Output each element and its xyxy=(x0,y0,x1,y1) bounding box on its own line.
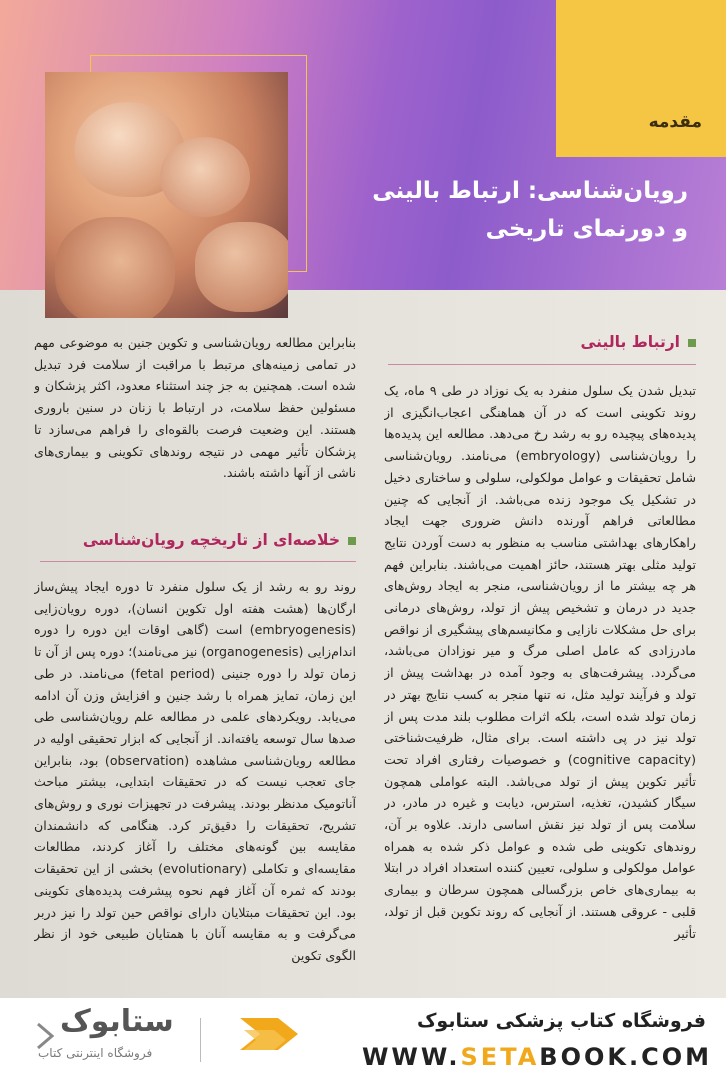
fetal-hands-photo xyxy=(45,72,288,318)
section-rule xyxy=(388,364,696,365)
store-url[interactable]: WWW.SETABOOK.COM xyxy=(361,1043,712,1071)
section-rule xyxy=(40,561,356,562)
intro-label-box xyxy=(556,0,726,157)
intro-label: مقدمه xyxy=(648,112,702,132)
chapter-title-line2: و دورنمای تاریخی xyxy=(485,216,688,242)
logo-subtitle: فروشگاه اینترنتی کتاب xyxy=(38,1046,153,1060)
section-heading-history xyxy=(83,531,356,549)
store-footer xyxy=(0,998,726,1079)
left-intro-paragraph: بنابراین مطالعه رویان‌شناسی و تکوین جنین به موضوعی مهم در تمامی زمینه‌های مرتبط با مراقبت از سلامت فرد تبدیل شده است. همچنین به جز چند استثناء معدود، اکثر پزشکان و مسئولین حفظ سلامت، در ارتباط با زنان در سنین باروری هستند. این وضعیت فرصت بالقوه‌ای را فراهم می‌سازد تا پزشکان تأثیر مهمی در نتیجه روندهای تکوینی و بیماری‌های ناشی از آنها داشته باشند. xyxy=(34,335,356,481)
section-heading-history-text: خلاصه‌ای از تاریخچه رویان‌شناسی xyxy=(82,531,340,549)
section-heading-clinical-text: ارتباط بالینی xyxy=(580,333,680,351)
chapter-title xyxy=(348,172,688,248)
bullet-square-icon xyxy=(348,537,356,545)
clinical-paragraph: تبدیل شدن یک سلول منفرد به یک نوزاد در طی ۹ ماه، یک روند تکوینی است که در آن هماهنگی اعجاب‌انگیزی از پدیده‌های پیچیده رو به رشد رخ می‌دهد. مطالعه این پدیده‌ها را رویان‌شناسی (embryology) می‌نامند. رویان‌شناسی شامل تحقیقات و عوامل مولکولی، سلولی و ساختاری دخیل در تشکیل یک موجود زنده می‌باشد. از آنجایی که چنین مطالعاتی فراهم آورنده دانش ضروری جهت ایجاد راهکارهای بهداشتی مناسب به منظور به دست آوردن نتایج تولید مثلی بهتر هستند، حائز اهمیت می‌باشند. بنابراین فهم هر چه بیشتر ما از رویان‌شناسی، منجر به ایجاد روش‌های جدید در درمان و تشخیص پیش از تولد، روش‌های درمانی برای حل مشکلات نازایی و مکانیسم‌های پیشگیری از نواقص مادرزادی که عامل اصلی مرگ و میر نوزادان می‌باشد، می‌گردد. پیشرفت‌های به وجود آمده در بهداشت پیش از تولد و فرآیند تولید مثل، نه تنها منجر به کسب نتایج بهتر در زمان تولد شده است، بلکه اثرات مطلوب بلند مدت پس از تولد نیز در پی داشته است. برای مثال، ظرفیت‌شناختی (cognitive capacity) و خصوصیات رفتاری افراد تحت تأثیر تکوین پیش از تولد می‌باشد. البته عواملی همچون سیگار کشیدن، تغذیه، استرس، دیابت و غیره در مادر، در سلامت پس از تولد نیز نقش اساسی دارند. علاوه بر آن، روندهای تکوینی طی شده و عوامل ذکر شده به همراه عوامل مولکولی و سلولی، تعیین کننده استعداد افراد در ابتلا به بیماری‌های خاص بزرگسالی همچون سرطان و بیماری قلبی - عروقی هستند. از آنجایی که روند تکوین قبل از تولد، تأثیر xyxy=(384,383,696,941)
logo-text: ستابوک xyxy=(60,1004,174,1039)
chapter-title-line1: رویان‌شناسی: ارتباط بالینی xyxy=(372,178,688,204)
section-heading-clinical xyxy=(581,333,697,351)
store-name: فروشگاه کتاب پزشکی ستابوک xyxy=(416,1010,706,1032)
bullet-square-icon xyxy=(688,339,696,347)
history-paragraph: روند رو به رشد از یک سلول منفرد تا دوره ایجاد پیش‌ساز ارگان‌ها (هشت هفته اول تکوین انسان)، دوره رویان‌زایی (embryogenesis) است (گاهی اوقات این دوره را دوره اندام‌زایی (organogenesis) نیز می‌نامند)؛ دوره پس از آن تا زمان تولد را دوره جنینی (fetal period) می‌نامند. در طی این زمان، تمایز همراه با رشد جنین و افزایش وزن آن ادامه می‌یابد. رویکردهای علمی در مطالعه علم رویان‌شناسی طی صدها سال توسعه یافته‌اند. از آنجایی که ابزار تحقیقی اولیه در مطالعه رویان‌شناسی مشاهده (observation) بود، بنابراین جای تعجب نیست که در تحقیقات ابتدایی، بیشتر مباحث آناتومیک مدنظر بودند. پیشرفت در تجهیزات نوری و روش‌های تشریح، تحقیقات را دقیق‌تر کرد. هنگامی که دانشمندان مقایسه بین گونه‌های مختلف را آغاز کردند، مطالعات مقایسه‌ای و تکاملی (evolutionary) بخشی از این تحقیقات بودند که ثمره آن آغاز فهم نحوه پیشرفت پدیده‌های تکوینی بود. این تحقیقات مبتلایان دارای نواقص حین تولد را نیز دربر می‌گرفت و به مقایسه آنان با همتایان طبیعی خود از نظر الگوی تکوین xyxy=(34,579,356,963)
